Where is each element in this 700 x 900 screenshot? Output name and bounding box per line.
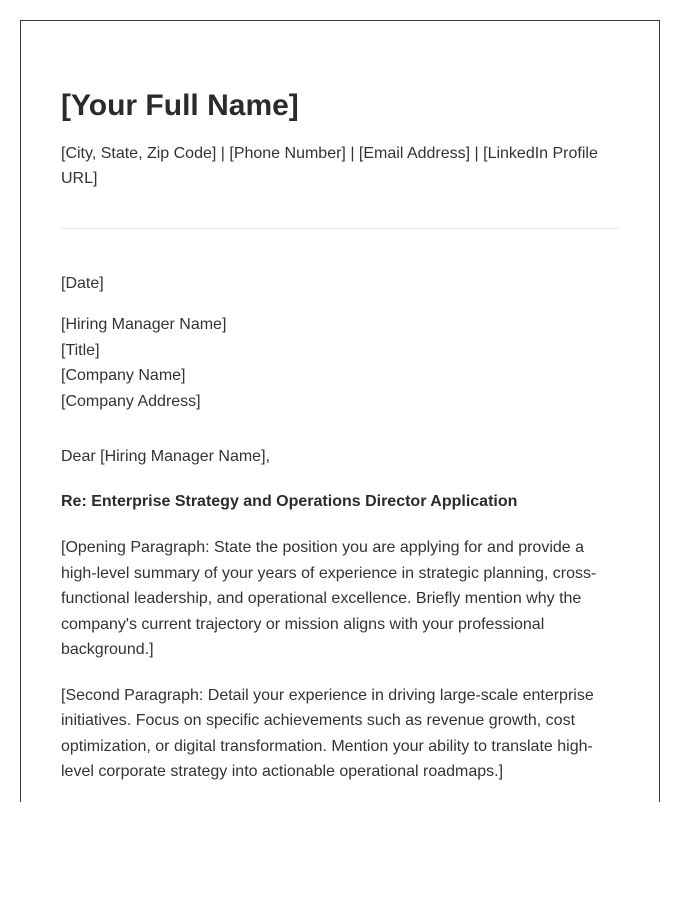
opening-paragraph: [Opening Paragraph: State the position you are applying for and provide a high-level summary of your years of experience in strategic planning, cross-functional leadership, and operational excellence. Briefly mention why the company's current trajectory or mission aligns with your professional background.]	[61, 539, 597, 658]
second-paragraph: [Second Paragraph: Detail your experience in driving large-scale enterprise initiatives. Focus on specific achievements such as revenue growth, cost optimization, or digital transformation. Mention your ability to translate high-level corporate strategy into actionable operational roadmaps.]	[61, 686, 594, 780]
recipient-title: [Title]	[61, 341, 100, 359]
applicant-name: [Your Full Name]	[61, 89, 299, 122]
recipient-address: [Company Address]	[61, 392, 201, 410]
salutation: Dear [Hiring Manager Name],	[61, 448, 270, 465]
letter-date: [Date]	[61, 275, 104, 292]
recipient-company: [Company Name]	[61, 367, 186, 384]
letter-page	[20, 20, 660, 802]
header-divider	[61, 228, 619, 229]
recipient-block	[61, 312, 619, 414]
subject-line: Re: Enterprise Strategy and Operations Director Application	[61, 493, 518, 510]
recipient-name: [Hiring Manager Name]	[61, 316, 227, 333]
contact-info: [City, State, Zip Code] | [Phone Number] | [Email Address] | [LinkedIn Profile URL]	[61, 145, 598, 187]
